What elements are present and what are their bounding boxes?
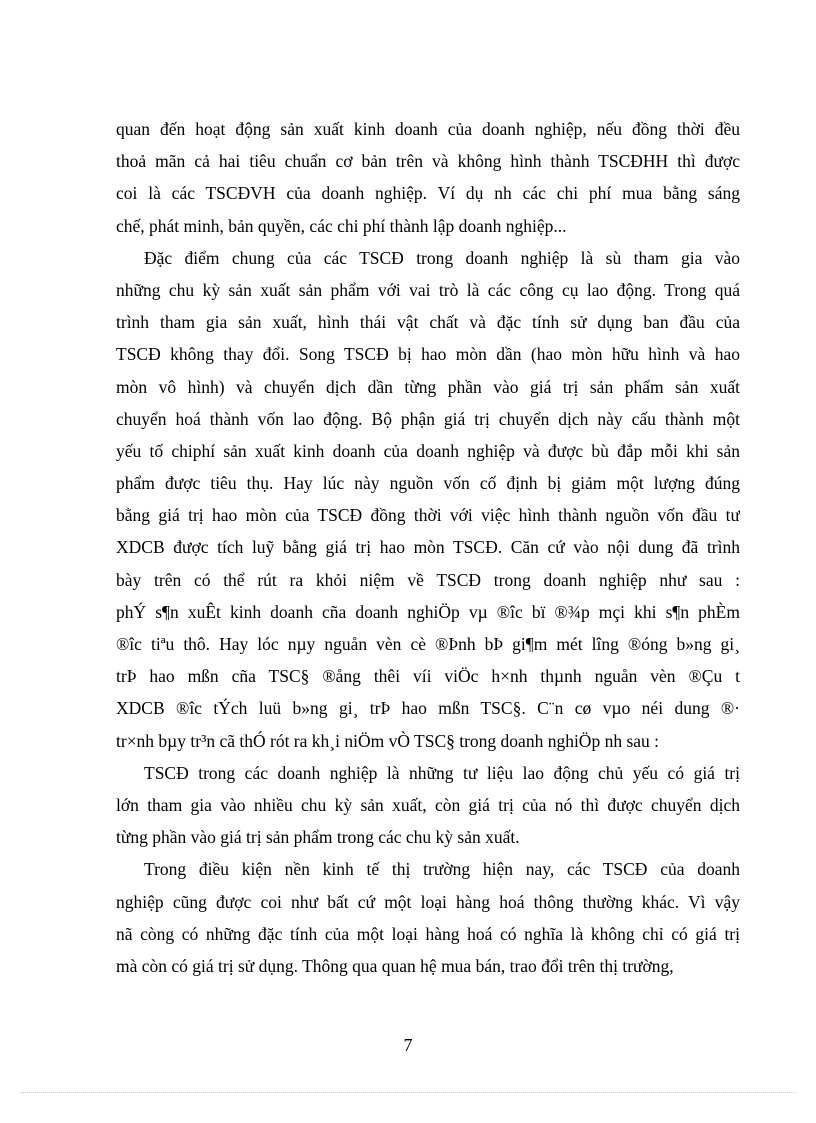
paragraph-line: nghiệp cũng được coi như bất cứ một loại hàng hoá thông thường khác. Vì vậy <box>116 891 740 912</box>
paragraph-line: phẩm được tiêu thụ. Hay lúc này nguồn vốn cố định bị giảm một lượng đúng <box>116 473 740 494</box>
paragraph-line: trÞ hao mßn cña TSC§ ®ång thêi víi viÖc h×nh thµnh nguån vèn ®Çu t <box>116 666 740 687</box>
paragraph-line: phÝ s¶n xuÊt kinh doanh cña doanh nghiÖp vµ ®îc bï ®¾p mçi khi s¶n phÈm <box>116 601 740 622</box>
paragraph-line: mà còn có giá trị sử dụng. Thông qua quan hệ mua bán, trao đổi trên thị trường, <box>116 955 674 976</box>
page-bottom-divider <box>20 1092 796 1093</box>
paragraph-line: trình tham gia sản xuất, hình thái vật chất và đặc tính sử dụng ban đầu của <box>116 312 740 333</box>
paragraph-line: bày trên có thể rút ra khỏi niệm về TSCĐ trong doanh nghiệp như sau : <box>116 569 740 590</box>
page-number: 7 <box>403 1035 413 1055</box>
paragraph-line: XDCB được tích luỹ bằng giá trị hao mòn TSCĐ. Căn cứ vào nội dung đã trình <box>116 537 740 558</box>
paragraph-line: nã còng có những đặc tính của một loại hàng hoá có nghĩa là không chỉ có giá trị <box>116 923 740 944</box>
paragraph-line: từng phần vào giá trị sản phẩm trong các chu kỳ sản xuất. <box>116 827 520 848</box>
paragraph-line: ®îc tiªu thô. Hay lóc nµy nguån vèn cè ®Þnh bÞ gi¶m mét lîng ®óng b»ng gi¸ <box>116 634 740 654</box>
paragraph-line: bằng giá trị hao mòn của TSCĐ đồng thời với việc hình thành nguồn vốn đầu tư <box>116 505 740 526</box>
paragraph-line: mòn vô hình) và chuyển dịch dần từng phần vào giá trị sản phẩm sản xuất <box>116 376 740 397</box>
paragraph-line: chuyển hoá thành vốn lao động. Bộ phận giá trị chuyển dịch này cấu thành một <box>116 408 740 429</box>
paragraph-line: tr×nh bµy tr³n cã thÓ rót ra kh¸i niÖm vÒ TSC§ trong doanh nghiÖp nh sau : <box>116 730 660 751</box>
paragraph-line: TSCĐ trong các doanh nghiệp là những tư liệu lao động chủ yếu có giá trị <box>144 762 740 783</box>
paragraph-line: những chu kỳ sản xuất sản phẩm với vai trò là các công cụ lao động. Trong quá <box>116 279 740 300</box>
body-text <box>116 113 740 982</box>
paragraph-line: TSCĐ không thay đổi. Song TSCĐ bị hao mòn dần (hao mòn hữu hình và hao <box>116 344 740 365</box>
paragraph-line: XDCB ®îc tÝch luü b»ng gi¸ trÞ hao mßn TSC§. C¨n cø vµo néi dung ®· <box>116 698 740 719</box>
paragraph-line: lớn tham gia vào nhiều chu kỳ sản xuất, còn giá trị của nó thì được chuyển dịch <box>116 794 740 815</box>
paragraph-line: thoả mãn cả hai tiêu chuẩn cơ bản trên và không hình thành TSCĐHH thì được <box>116 151 740 172</box>
paragraph-line: Trong điều kiện nền kinh tế thị trường hiện nay, các TSCĐ của doanh <box>144 859 740 880</box>
paragraph-line: Đặc điểm chung của các TSCĐ trong doanh nghiệp là sù tham gia vào <box>144 247 740 268</box>
paragraph-line: coi là các TSCĐVH của doanh nghiệp. Ví dụ nh các chi phí mua bằng sáng <box>116 183 740 204</box>
paragraph-line: yếu tố chiphí sản xuất kinh doanh của doanh nghiệp và được bù đắp mỗi khi sản <box>116 440 740 461</box>
paragraph-line: chế, phát minh, bản quyền, các chi phí thành lập doanh nghiệp... <box>116 215 567 236</box>
paragraph-line: quan đến hoạt động sản xuất kinh doanh của doanh nghiệp, nếu đồng thời đều <box>116 119 740 139</box>
